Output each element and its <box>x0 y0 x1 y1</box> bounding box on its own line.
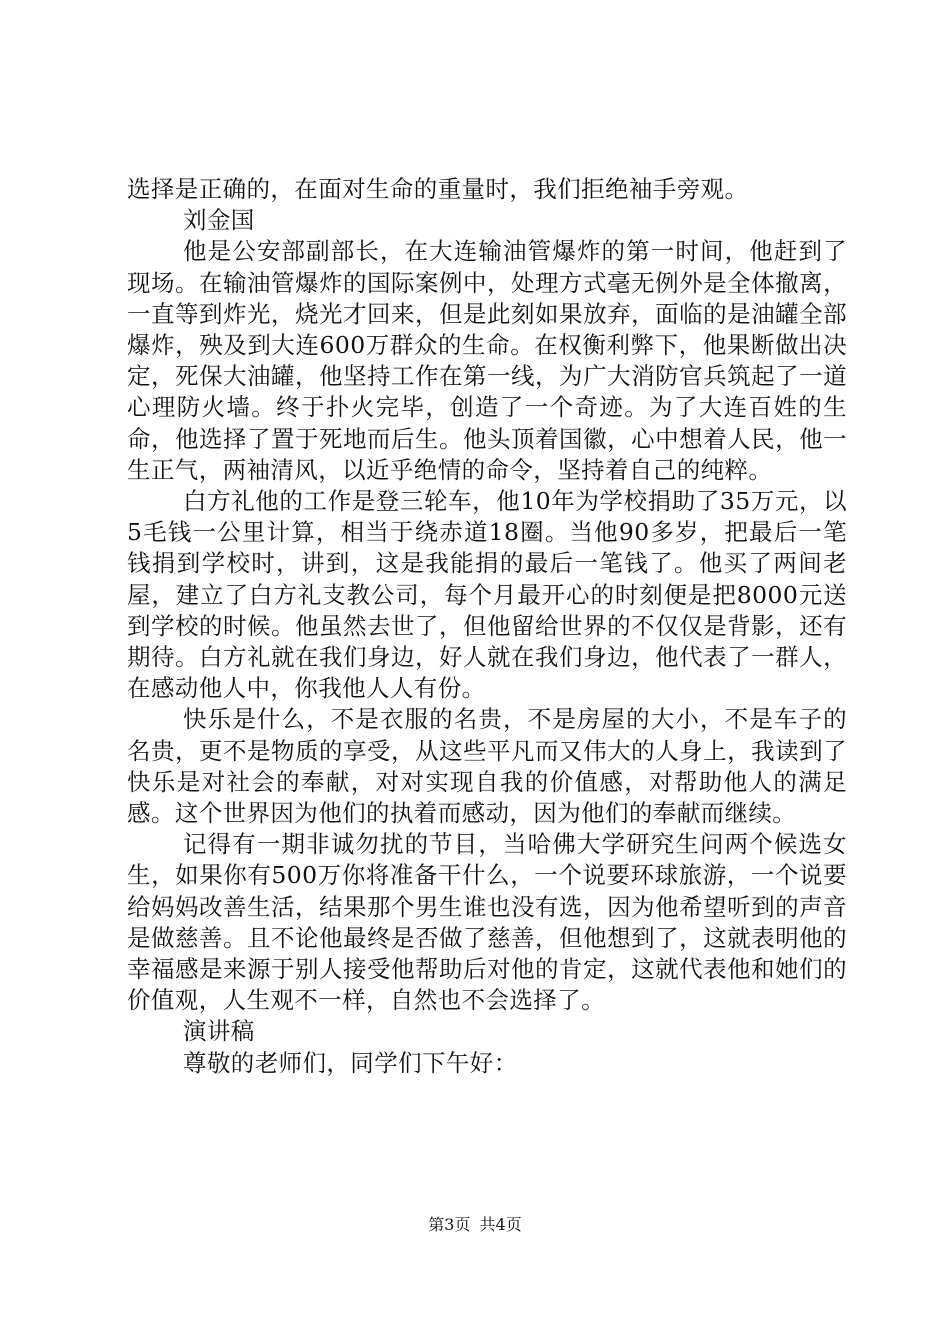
paragraph: 选择是正确的，在面对生命的重量时，我们拒绝袖手旁观。 <box>127 175 749 203</box>
paragraph: 刘金国 <box>183 206 255 235</box>
paragraph: 记得有一期非诚勿扰的节目，当哈佛大学研究生问两个候选女生，如果你有500万你将准备干什么，一个说要环球旅游，一个说要给妈妈改善生活，结果那个男生谁也没有选，因为他希望听到的声音是做慈善。且不论他最终是否做了慈善，但他想到了，这就表明他的幸福感是来源于别人接受他帮助后对他的肯定，这就代表他和她们的价值观，人生观不一样，自然也不会选择了。 <box>127 830 847 1015</box>
paragraph: 演讲稿 <box>183 1017 255 1046</box>
page-number: 第3页 <box>428 1215 471 1234</box>
document-body <box>127 174 847 1079</box>
paragraph: 白方礼他的工作是登三轮车，他10年为学校捐助了35万元，以5毛钱一公里计算，相当于绕赤道18圈。当他90多岁，把最后一笔钱捐到学校时，讲到，这是我能捐的最后一笔钱了。他买了两间老屋，建立了白方礼支教公司，每个月最开心的时刻便是把8000元送到学校的时候。他虽然去世了，但他留给世界的不仅仅是背影，还有期待。白方礼就在我们身边，好人就在我们身边，他代表了一群人，在感动他人中，你我他人人有份。 <box>127 487 847 703</box>
paragraph: 快乐是什么，不是衣服的名贵，不是房屋的大小，不是车子的名贵，更不是物质的享受，从这些平凡而又伟大的人身上，我读到了快乐是对社会的奉献，对对实现自我的价值感，对帮助他人的满足感。这个世界因为他们的执着而感动，因为他们的奉献而继续。 <box>127 705 847 828</box>
paragraph: 他是公安部副部长，在大连输油管爆炸的第一时间，他赶到了现场。在输油管爆炸的国际案例中，处理方式毫无例外是全体撤离，一直等到炸光，烧光才回来，但是此刻如果放弃，面临的是油罐全部爆炸，殃及到大连600万群众的生命。在权衡利弊下，他果断做出决定，死保大油罐，他坚持工作在第一线，为广大消防官兵筑起了一道心理防火墙。终于扑火完毕，创造了一个奇迹。为了大连百姓的生命，他选择了置于死地而后生。他头顶着国徽，心中想着人民，他一生正气，两袖清风，以近乎绝情的命令，坚持着自己的纯粹。 <box>127 237 847 484</box>
page-footer <box>0 1212 950 1235</box>
page-total: 共4页 <box>479 1215 522 1234</box>
paragraph: 尊敬的老师们，同学们下午好： <box>183 1048 518 1077</box>
